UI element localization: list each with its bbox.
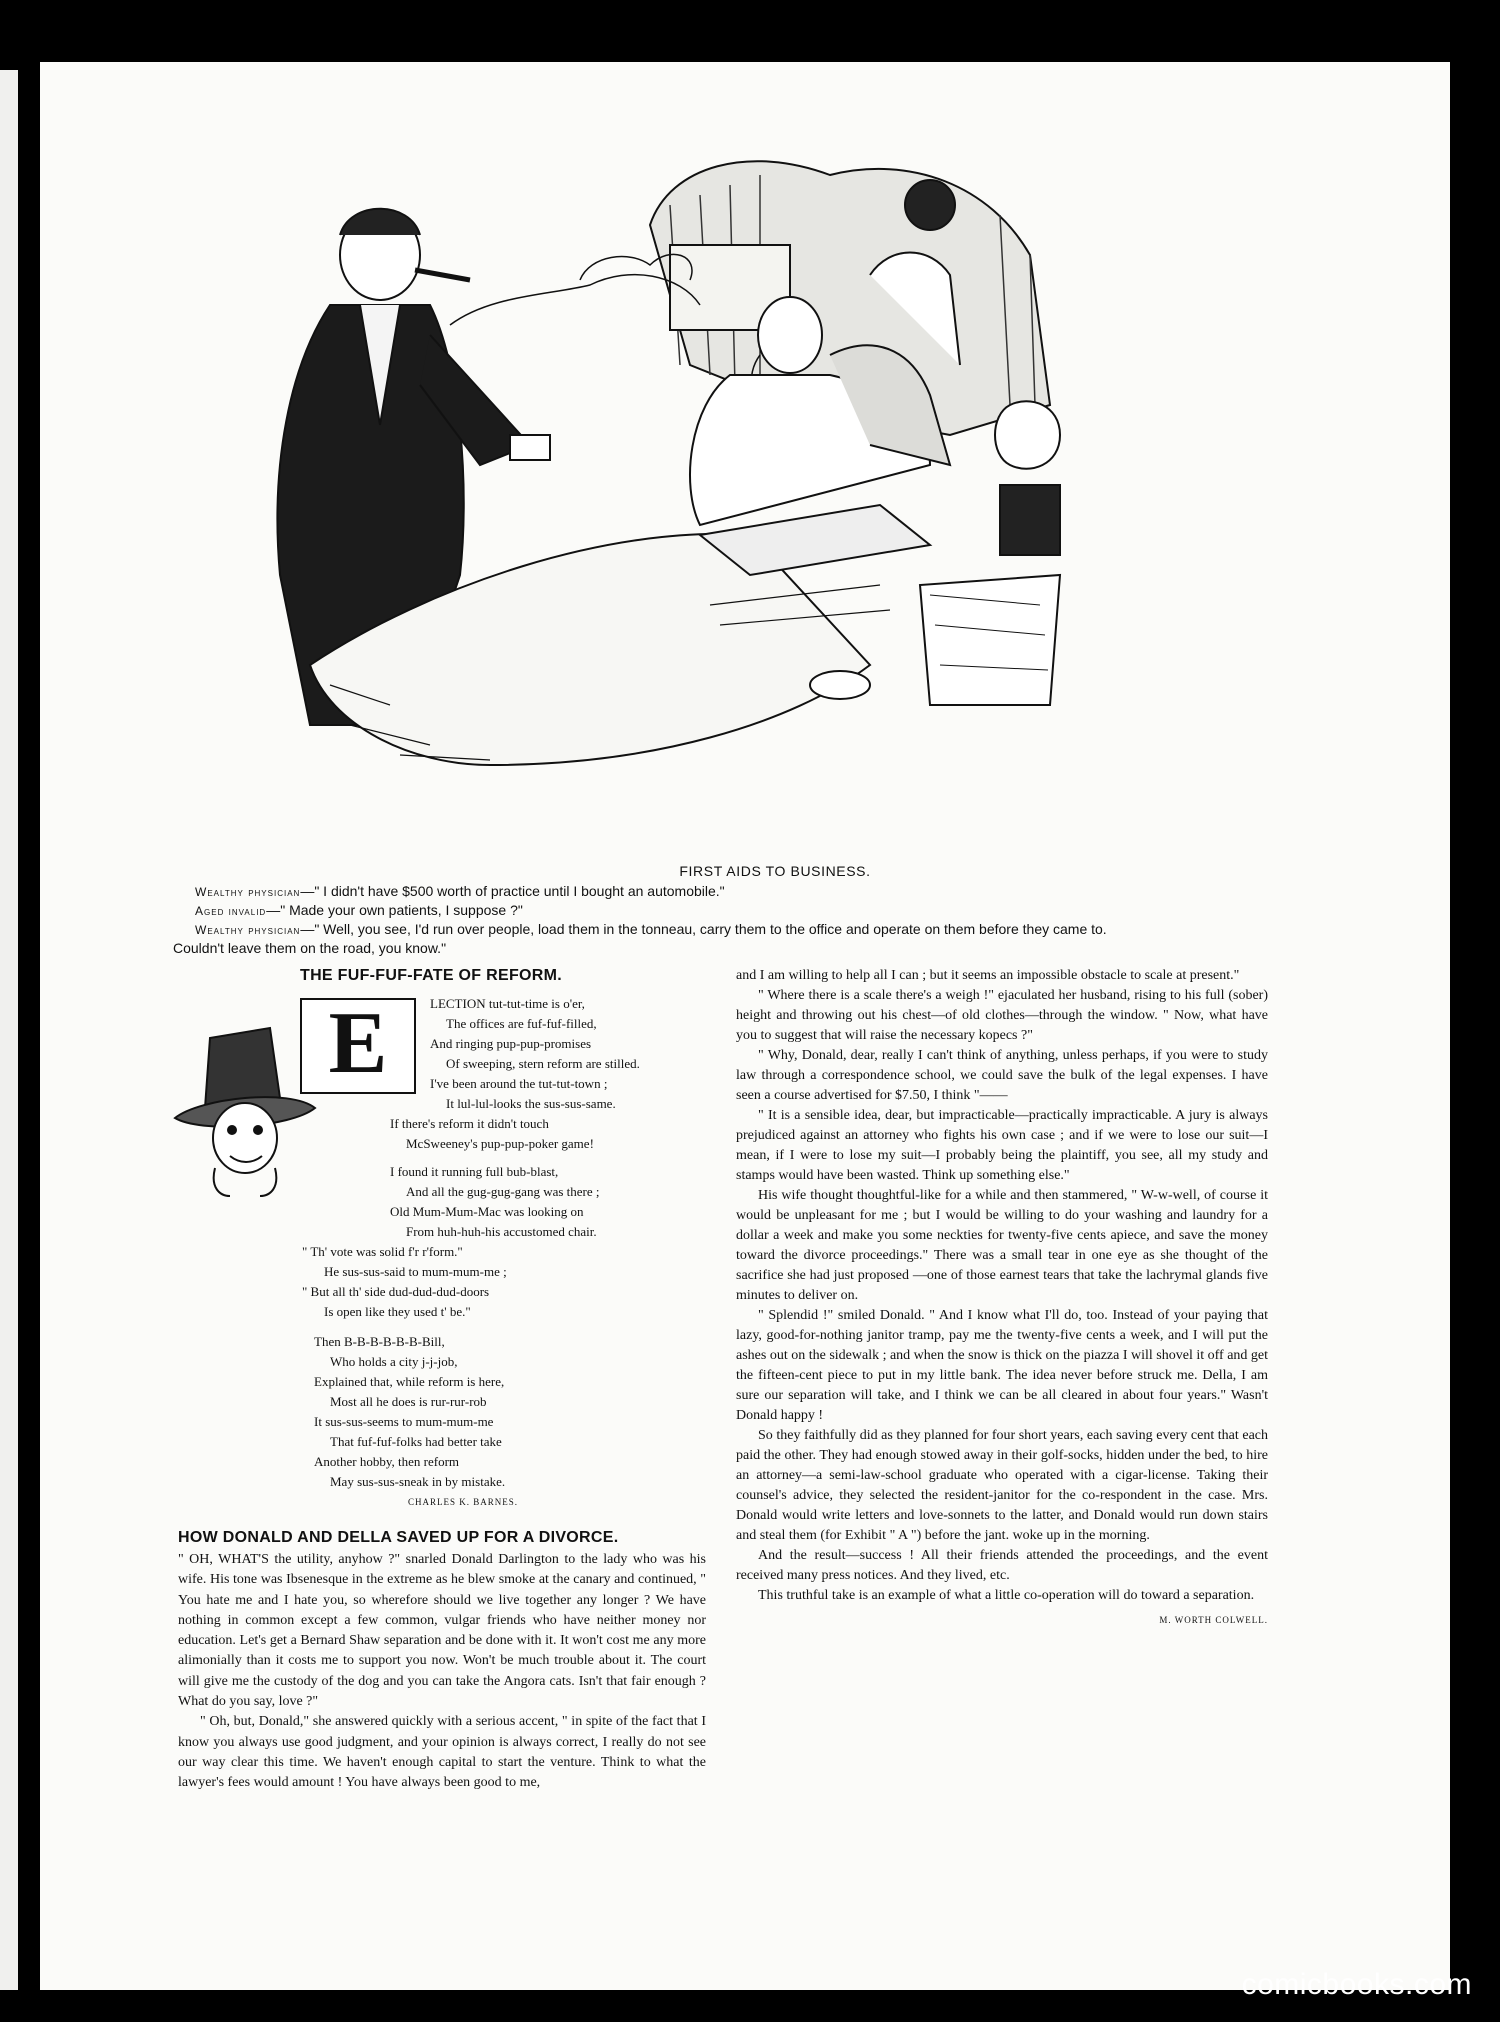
poem <box>178 994 706 1522</box>
story-paragraph: And the result—success ! All their friends attended the proceedings, and the event received many press notices. And they lived, etc. <box>736 1548 1268 1583</box>
spine-edge <box>0 70 18 1990</box>
right-column <box>736 966 1268 1630</box>
illustration-caption <box>173 862 1395 957</box>
left-column <box>178 966 706 1794</box>
story-paragraph: " Splendid !" smiled Donald. " And I know what I'll do, too. Instead of your paying that lazy, good-for-nothing janitor tramp, pay me the twenty-five cents a week, and I will put the ashes out on the sidewalk ; and when the snow is thick on the piazza I will shovel it off and get the fifteen-cent piece to put in my little bank. The idea never before struck me. Della, I am sure our separation will take, and I think we can be all cleared in about four years." Wasn't Donald happy ! <box>736 1308 1269 1423</box>
poem-line: And ringing pup-pup-promises <box>430 1036 592 1051</box>
story-closing-line: This truthful take is an example of what a little co-operation will do toward a separation. <box>758 1588 1255 1603</box>
illustration-physician-and-invalid <box>230 105 1280 865</box>
poem-line: Most all he does is rur-rur-rob <box>330 1394 487 1409</box>
drop-cap: E <box>300 998 416 1094</box>
story-paragraph: So they faithfully did as they planned for four short years, each saving every cent that each paid the other. They had enough stowed away in their golf-socks, hidden under the bed, to hire an attorney—a semi-law-school graduate who operated with a cigar-license. Taking their counsel's advice, they selected the resident-janitor for the co-respondent in the case. Mrs. Donald would write letters and love-sonnets to the latter, and Donald would run down stairs and steal them (for Exhibit " A ") before the jant. woke up in the morning. <box>736 1428 1268 1543</box>
story-paragraph: " Why, Donald, dear, really I can't think of anything, unless perhaps, if you were to study law through a correspondence school, we could save the bulk of the legal expenses. I have seen a course advertised for $7.50, I think "—— <box>736 1048 1268 1103</box>
poem-line: From huh-huh-his accustomed chair. <box>406 1224 597 1239</box>
poem-author: CHARLES K. BARNES. <box>408 1497 519 1507</box>
poem-line: Then B-B-B-B-B-B-Bill, <box>314 1334 445 1349</box>
story-title: HOW DONALD AND DELLA SAVED UP FOR A DIVORCE. <box>178 1529 619 1546</box>
poem-line: Is open like they used t' be." <box>324 1304 471 1319</box>
poem-line: If there's reform it didn't touch <box>390 1116 549 1131</box>
poem-line: " But all th' side dud-dud-dud-doors <box>302 1284 490 1299</box>
poem-line: Old Mum-Mum-Mac was looking on <box>390 1204 584 1219</box>
caption-line <box>195 882 1395 901</box>
poem-line: McSweeney's pup-pup-poker game! <box>406 1136 594 1151</box>
caption-text: —" Well, you see, I'd run over people, load them in the tonneau, carry them to the office and operate on them before they came to. <box>300 921 1107 937</box>
poem-line: LECTION tut-tut-time is o'er, <box>430 996 585 1011</box>
caption-line <box>195 920 1395 939</box>
poem-line: He sus-sus-said to mum-mum-me ; <box>324 1264 507 1279</box>
caption-text: —" Made your own patients, I suppose ?" <box>266 902 523 918</box>
story-author: M. WORTH COLWELL. <box>1159 1615 1268 1625</box>
story-paragraph: " Oh, but, Donald," she answered quickly with a serious accent, " in spite of the fact that I know you always use good judgment, and your opinion is always correct, I really do not see our way clear this time. We haven't enough capital to start the venture. Think to what the lawyer's fees would amount ! You have always been good to me, <box>178 1714 706 1791</box>
caption-line <box>195 901 1395 920</box>
poem-line: It sus-sus-seems to mum-mum-me <box>314 1414 494 1429</box>
story-paragraph: " It is a sensible idea, dear, but impracticable—practically impracticable. A jury is always prejudiced against an attorney who fights his own case ; and if we were to lose our suit—I mean, if I were to lose my suit—I probably being the plaintiff, you see, all my study and stamps would have been wasted. Think up something else." <box>736 1108 1268 1183</box>
story-paragraph <box>736 1586 1268 1625</box>
caption-line <box>173 939 1395 957</box>
caption-speaker: Aged invalid <box>195 904 267 918</box>
poem-line: It lul-lul-looks the sus-sus-same. <box>446 1096 616 1111</box>
poem-line: Of sweeping, stern reform are stilled. <box>446 1056 640 1071</box>
story-paragraph: " OH, WHAT'S the utility, anyhow ?" snarled Donald Darlington to the lady who was his wife. His tone was Ibsenesque in the extreme as he blew smoke at the canary and continued, " You hate me and I hate you, so wherefore should we live together any longer ? We have nothing in common except a few common, vulgar friends who have neither money nor education. Let's get a Bernard Shaw separation and be done with it. It won't cost me any more alimonially than it costs me to support you now. Won't be much trouble about it. The court will give me the custody of the dog and you can take the Angora cats. Isn't that fair enough ? What do you say, love ?" <box>178 1552 706 1710</box>
site-watermark: comicbooks.com <box>1241 1968 1472 2001</box>
story-paragraph: His wife thought thoughtful-like for a while and then stammered, " W-w-well, of course it would be unpleasant for me ; but I would be willing to do your washing and laundry for a dollar a week and make you some neckties for twenty-five cents apiece, and save the money toward the divorce proceedings." There was a small tear in one eye as she thought of the sacrifice she had just proposed —one of those earnest tears that take the lachrymal glands five minutes to deliver on. <box>736 1188 1268 1303</box>
poem-line: I found it running full bub-blast, <box>390 1164 559 1179</box>
story-paragraph: " Where there is a scale there's a weigh !" ejaculated her husband, rising to his full (sober) height and throwing out his chest—of old clothes—through the window. " Now, what have you to suggest that will raise the necessary kopecs ?" <box>736 988 1268 1043</box>
caption-title: FIRST AIDS TO BUSINESS. <box>679 863 871 879</box>
poem-line: Explained that, while reform is here, <box>314 1374 505 1389</box>
caption-speaker: Wealthy physician <box>195 885 301 899</box>
poem-line: May sus-sus-sneak in by mistake. <box>330 1474 506 1489</box>
caption-text: Couldn't leave them on the road, you know." <box>173 940 447 956</box>
caption-speaker: Wealthy physician <box>195 923 301 937</box>
poem-line: That fuf-fuf-folks had better take <box>330 1434 502 1449</box>
poem-line: And all the gug-gug-gang was there ; <box>406 1184 600 1199</box>
hat-wearing-figure-illustration <box>170 1018 320 1198</box>
poem-line: The offices are fuf-fuf-filled, <box>446 1016 597 1031</box>
caption-text: —" I didn't have $500 worth of practice until I bought an automobile." <box>300 883 725 899</box>
poem-title: THE FUF-FUF-FATE OF REFORM. <box>300 967 562 984</box>
poem-line: " Th' vote was solid f'r r'form." <box>302 1244 463 1259</box>
poem-line: I've been around the tut-tut-town ; <box>430 1076 608 1091</box>
story-paragraph: and I am willing to help all I can ; but it seems an impossible obstacle to scale at present." <box>736 968 1240 983</box>
story-left-text <box>178 1550 706 1794</box>
poem-line: Who holds a city j-j-job, <box>330 1354 458 1369</box>
poem-line: Another hobby, then reform <box>314 1454 460 1469</box>
